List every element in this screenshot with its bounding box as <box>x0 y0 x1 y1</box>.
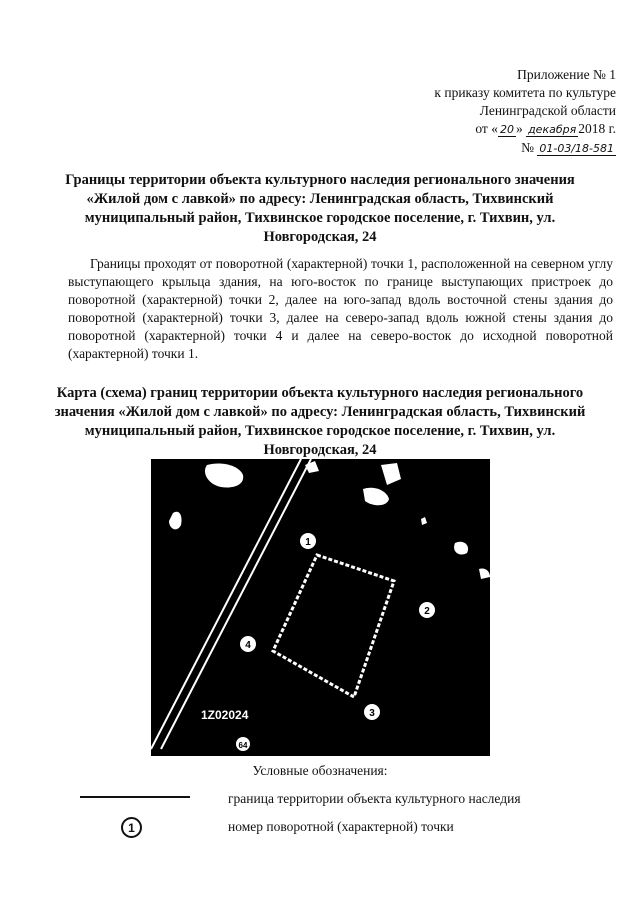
date-prefix: от « <box>475 121 498 136</box>
map-feature-blob <box>479 568 490 579</box>
map-feature-blob <box>363 488 389 506</box>
appendix-line-3: Ленинградской области <box>479 103 616 118</box>
map-parcel-label: 1Z02024 <box>201 708 249 722</box>
map-feature-blob <box>421 517 427 525</box>
date-month: декабря <box>528 123 577 136</box>
map-point-1 <box>300 533 316 549</box>
legend-title: Условные обозначения: <box>252 763 388 778</box>
map-road-line <box>151 459 301 749</box>
map-boundary-polygon <box>273 555 394 697</box>
map-road-line <box>161 459 311 749</box>
map-feature-blob <box>169 512 182 530</box>
map-point-2 <box>419 602 435 618</box>
boundary-description: Границы проходят от поворотной (характерной) точки 1, расположенной на северном углу выступающего крыльца здания, на юго-восток по границе выступающих пристроек до поворотной (характерной) точки 2, далее на юго-запад вдоль восточной стены здания до поворотной (характерной) точки 3, далее на северо-запад вдоль южной стены здания до поворотной (характерной) точки 4 и далее на северо-восток до исходной поворотной (характерной) точки 1. <box>68 256 613 361</box>
boundary-map <box>151 459 490 756</box>
number-value: 01-03/18-581 <box>539 142 614 155</box>
date-mid: » <box>515 121 527 136</box>
legend-boundary-line <box>80 796 190 798</box>
map-point-3-label: 3 <box>369 708 375 719</box>
map-title: Карта (схема) границ территории объекта культурного наследия регионального значения «Жилой дом с лавкой» по адресу: Ленинградская область, Тихвинский муниципальный район, Тихвинское городское поселение, г. Тихвин, ул. Новгородская, 24 <box>54 385 586 458</box>
map-point-1-label: 1 <box>305 537 311 548</box>
map-point-2-label: 2 <box>424 606 430 617</box>
appendix-number <box>336 139 616 158</box>
map-feature-blob <box>205 463 243 487</box>
map-feature-blob <box>454 542 468 555</box>
map-point-3 <box>364 704 380 720</box>
map-parcel-small-label: 64 <box>238 741 248 750</box>
map-point-4-label: 4 <box>245 640 251 651</box>
legend-boundary-label: граница территории объекта культурного наследия <box>228 791 521 806</box>
number-prefix: № <box>521 140 538 155</box>
appendix-header <box>336 66 616 158</box>
legend-point-label: номер поворотной (характерной) точки <box>228 819 454 834</box>
appendix-line-2: к приказу комитета по культуре <box>434 85 616 100</box>
legend-point-symbol: 1 <box>121 817 142 838</box>
map-point-4 <box>240 636 256 652</box>
date-day: 20 <box>499 123 514 136</box>
date-suffix: 2018 г. <box>578 121 616 136</box>
document-title: Границы территории объекта культурного наследия регионального значения «Жилой дом с лавкой» по адресу: Ленинградская область, Тихвинский муниципальный район, Тихвинское городское поселение, г. Тихвин, ул. Новгородская, 24 <box>65 172 575 245</box>
appendix-line-1: Приложение № 1 <box>517 67 616 82</box>
map-drawing <box>151 459 490 756</box>
map-feature-blob <box>381 463 401 485</box>
appendix-date <box>336 120 616 139</box>
